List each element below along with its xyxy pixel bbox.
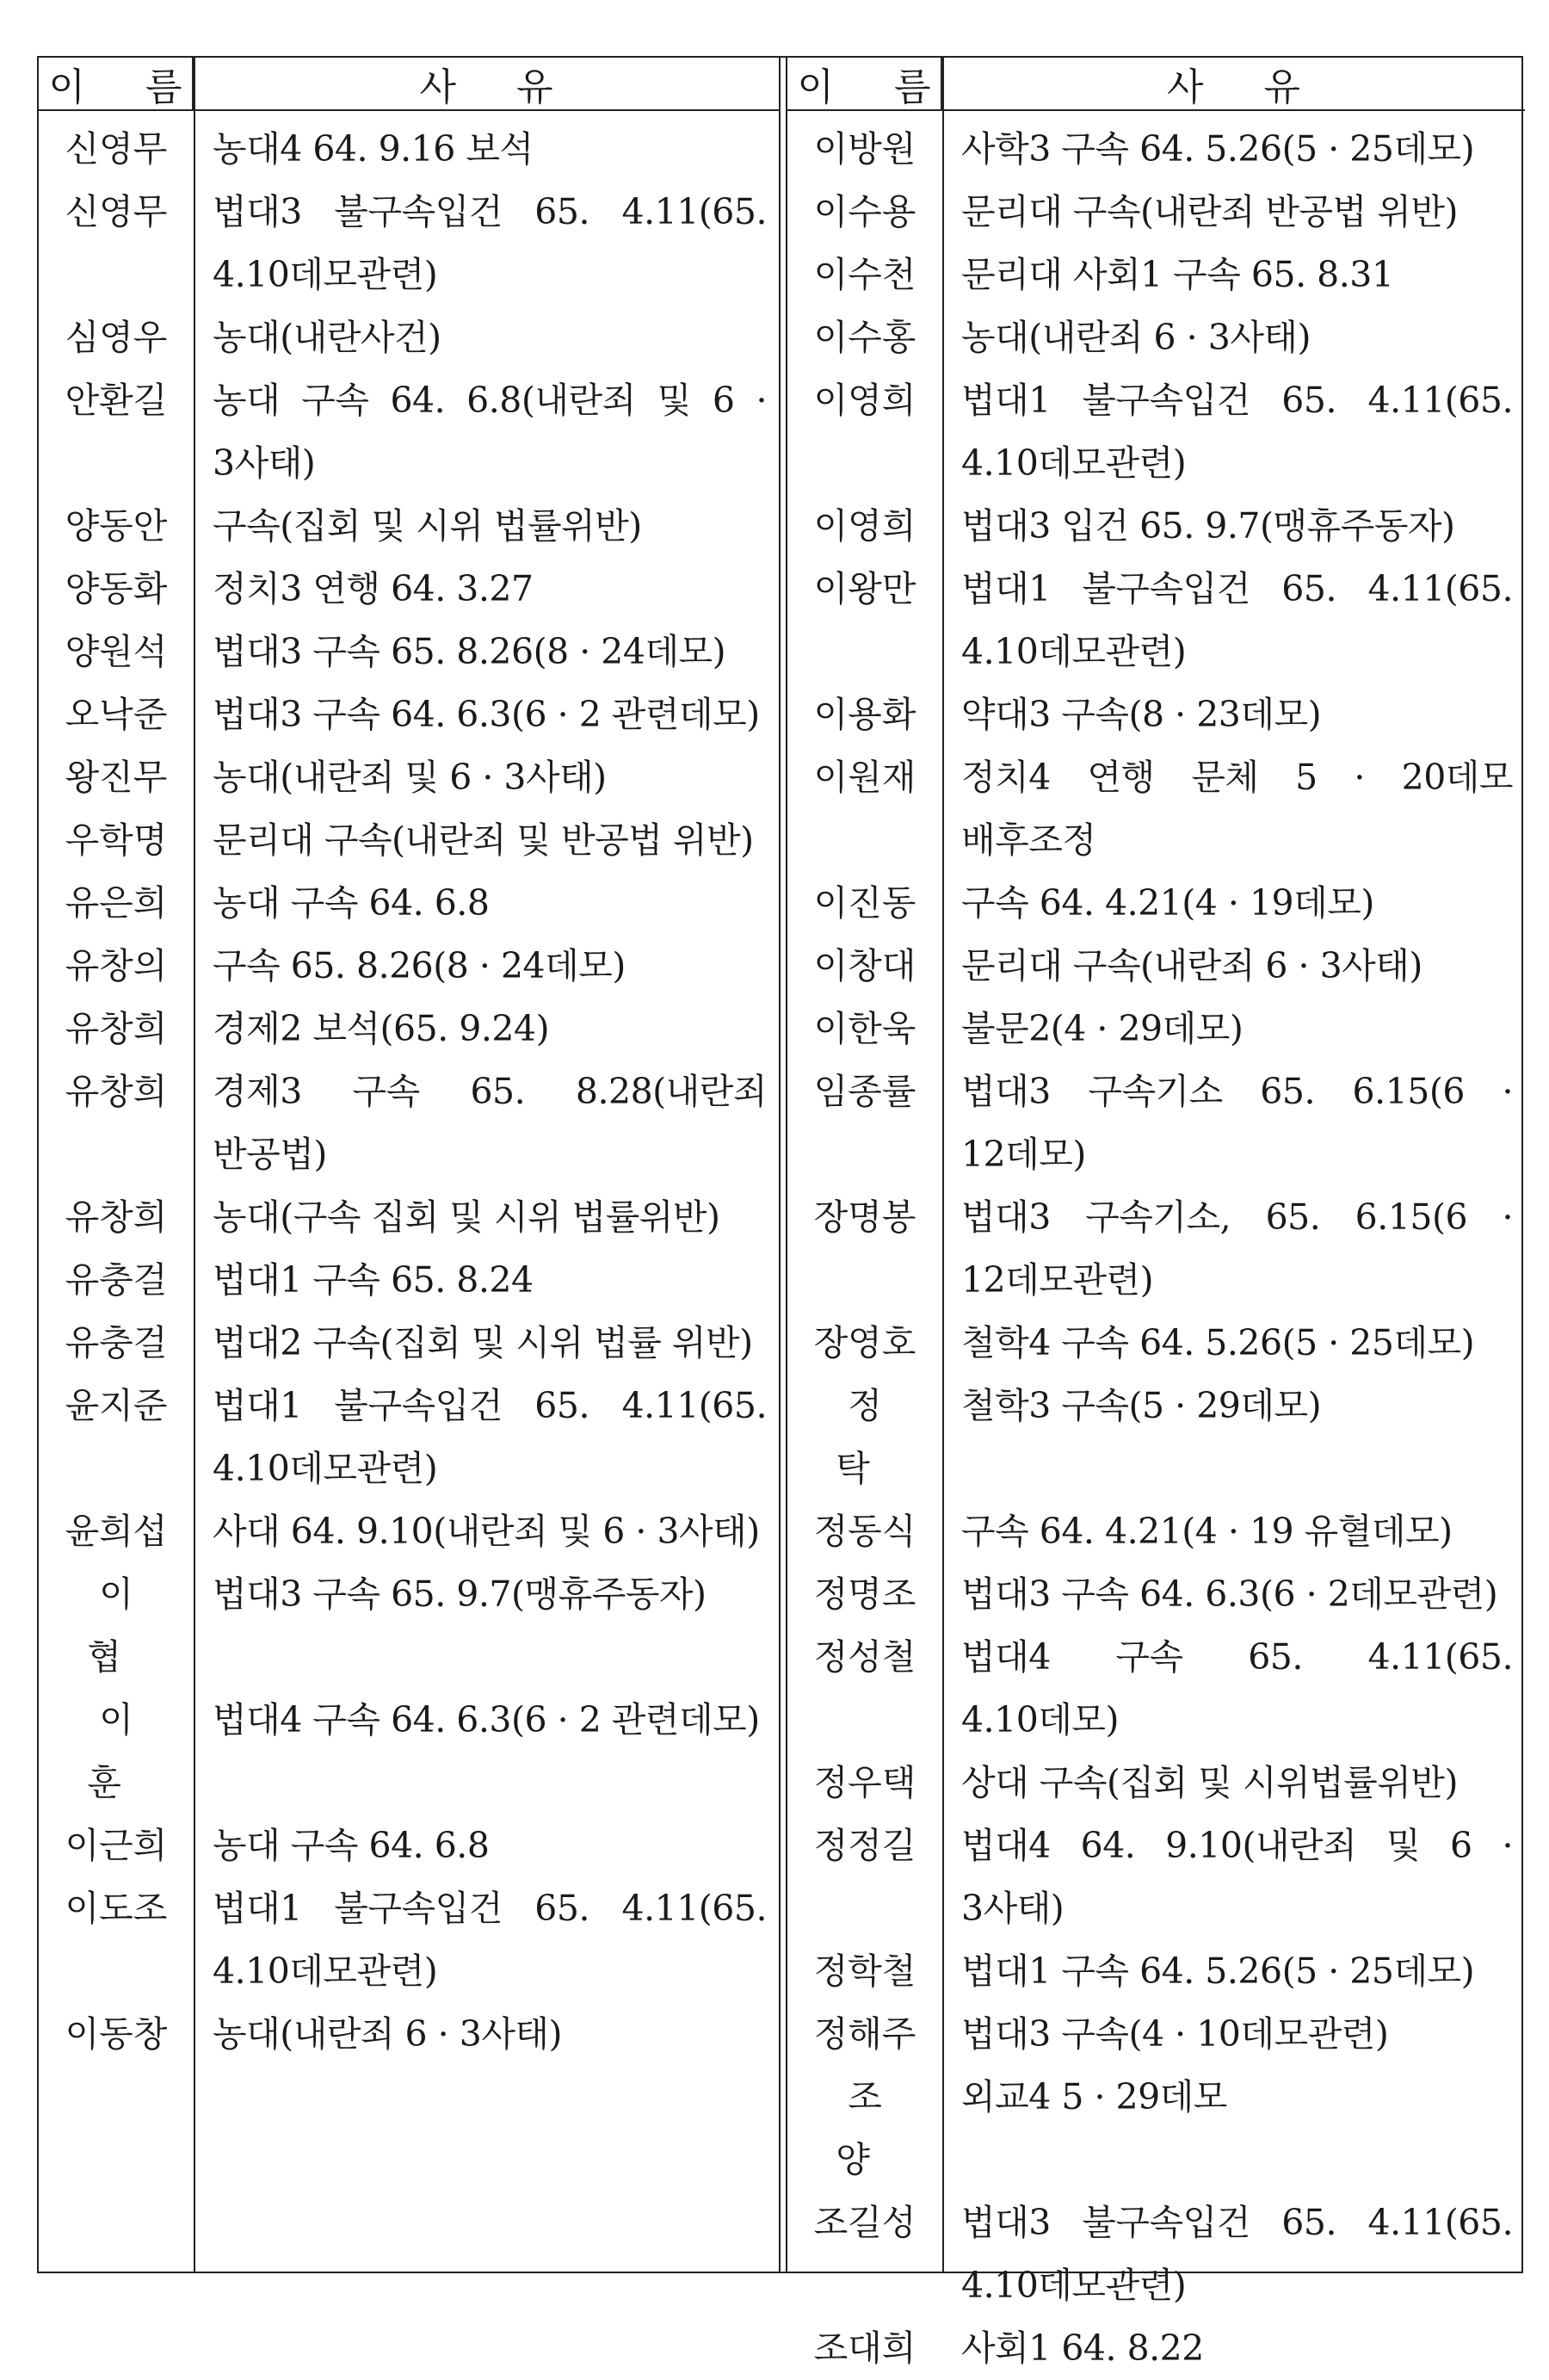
person-name: 유충걸 [65, 1322, 168, 1363]
person-name: 양동안 [65, 505, 168, 547]
person-name: 정정길 [813, 1825, 916, 1866]
header-name: 이 름 [39, 58, 194, 111]
person-name: 조대희 [813, 2327, 916, 2369]
person-name: 신영무 [65, 191, 168, 232]
person-name: 이창대 [813, 945, 916, 986]
table-row [787, 1060, 1525, 1186]
person-name: 이 협 [87, 1573, 157, 1678]
reason-text: 법대1 불구속입건 65. 4.11(65. 4.10데모관련) [213, 1385, 767, 1489]
table-row [787, 1186, 1525, 1312]
person-name: 이 훈 [87, 1699, 157, 1803]
reason-text: 법대4 64. 9.10(내란죄 및 6 · 3사태) [961, 1825, 1513, 1929]
person-name: 이도조 [65, 1888, 168, 1929]
reason-text: 법대3 구속 65. 9.7(맹휴주동자) [213, 1573, 707, 1615]
reason-text: 약대3 구속(8 · 23데모) [961, 694, 1322, 735]
table-row [39, 1689, 779, 1814]
reason-text: 철학4 구속 64. 5.26(5 · 25데모) [961, 1322, 1475, 1363]
person-name: 양동화 [65, 568, 168, 609]
person-name: 이근희 [65, 1825, 168, 1866]
reason-text: 법대3 구속 64. 6.3(6 · 2 관련데모) [213, 694, 760, 735]
table-row [787, 306, 1525, 369]
person-name: 신영무 [65, 128, 168, 170]
table-row [39, 683, 779, 746]
person-name: 정명조 [813, 1573, 916, 1615]
person-name: 이원재 [813, 757, 916, 798]
reason-text: 경제2 보석(65. 9.24) [213, 1008, 550, 1049]
reason-text: 문리대 구속(내란죄 및 반공법 위반) [213, 819, 754, 861]
person-name: 유은희 [65, 882, 168, 924]
table-row [787, 2003, 1525, 2066]
header-reason: 사 유 [194, 58, 779, 111]
table-row [39, 1249, 779, 1312]
person-name: 유창의 [65, 945, 168, 986]
table-row [787, 935, 1525, 998]
table-row [39, 1814, 779, 1877]
table-row [39, 306, 779, 369]
reason-text: 사학3 구속 64. 5.26(5 · 25데모) [961, 128, 1475, 170]
person-name: 이한욱 [813, 1008, 916, 1049]
table-row [39, 621, 779, 683]
person-name: 임종률 [813, 1071, 916, 1112]
center-double-divider [779, 58, 787, 2272]
table-row [39, 118, 779, 181]
person-name: 정성철 [813, 1636, 916, 1678]
person-name: 안환길 [65, 380, 168, 421]
table-row [39, 369, 779, 495]
reason-text: 법대3 구속 64. 6.3(6 · 2데모관련) [961, 1573, 1498, 1615]
reason-text: 구속 65. 8.26(8 · 24데모) [213, 945, 626, 986]
table-row [39, 1186, 779, 1249]
header-reason: 사 유 [942, 58, 1525, 111]
table-row [787, 683, 1525, 746]
reason-text: 구속(집회 및 시위 법률위반) [213, 505, 642, 547]
reason-text: 농대(내란죄 및 6 · 3사태) [213, 757, 607, 798]
table-row [787, 1500, 1525, 1563]
person-name: 윤지준 [65, 1385, 168, 1426]
person-name: 조길성 [813, 2202, 916, 2243]
reason-text: 불문2(4 · 29데모) [961, 1008, 1244, 1049]
table-row [39, 1563, 779, 1689]
reason-text: 문리대 구속(내란죄 반공법 위반) [961, 191, 1458, 232]
table-row [39, 1312, 779, 1375]
table-row [39, 181, 779, 306]
reason-text: 사대 64. 9.10(내란죄 및 6 · 3사태) [213, 1511, 760, 1552]
person-name: 양원석 [65, 631, 168, 672]
table-row [787, 872, 1525, 935]
person-name: 이용화 [813, 694, 916, 735]
reason-text: 문리대 구속(내란죄 6 · 3사태) [961, 945, 1422, 986]
table-row [39, 1877, 779, 2003]
table-row [787, 2317, 1525, 2380]
table-row [787, 746, 1525, 872]
table-row [39, 558, 779, 621]
reason-text: 법대3 불구속입건 65. 4.11(65. 4.10데모관련) [213, 191, 767, 295]
table-row [39, 1375, 779, 1500]
person-name: 심영우 [65, 317, 168, 358]
reason-text: 농대(내란죄 6 · 3사태) [213, 2013, 563, 2055]
reason-text: 농대(구속 집회 및 시위 법률위반) [213, 1196, 720, 1238]
header-name: 이 름 [787, 58, 942, 111]
reason-text: 법대1 불구속입건 65. 4.11(65. 4.10데모관련) [961, 380, 1513, 484]
person-name: 이수천 [813, 254, 916, 295]
reason-text: 농대4 64. 9.16 보석 [213, 128, 534, 170]
person-name: 장명봉 [813, 1196, 916, 1238]
reason-text: 법대1 구속 64. 5.26(5 · 25데모) [961, 1950, 1475, 1992]
person-name: 우학명 [65, 819, 168, 861]
reason-text: 농대(내란죄 6 · 3사태) [961, 317, 1311, 358]
reason-text: 외교4 5 · 29데모 [961, 2076, 1227, 2117]
table-row [787, 2191, 1525, 2317]
reason-text: 농대 구속 64. 6.8(내란죄 및 6 · 3사태) [213, 380, 767, 484]
table-row [787, 1312, 1525, 1375]
reason-text: 농대(내란사건) [213, 317, 441, 358]
table-row [787, 1814, 1525, 1940]
reason-text: 상대 구속(집회 및 시위법률위반) [961, 1762, 1458, 1803]
reason-text: 철학3 구속(5 · 29데모) [961, 1385, 1322, 1426]
reason-text: 문리대 사회1 구속 65. 8.31 [961, 254, 1394, 295]
person-name: 정학철 [813, 1950, 916, 1992]
person-name: 이수용 [813, 191, 916, 232]
reason-text: 법대1 불구속입건 65. 4.11(65. 4.10데모관련) [213, 1888, 767, 1992]
table-row [787, 558, 1525, 683]
person-name: 유충걸 [65, 1259, 168, 1301]
reason-text: 경제3 구속 65. 8.28(내란죄 반공법) [213, 1071, 767, 1175]
reason-text: 법대3 구속 65. 8.26(8 · 24데모) [213, 631, 726, 672]
reason-text: 법대2 구속(집회 및 시위 법률 위반) [213, 1322, 753, 1363]
reason-text: 사회1 64. 8.22 [961, 2327, 1204, 2369]
reason-text: 법대3 구속기소, 65. 6.15(6 · 12데모관련) [961, 1196, 1513, 1301]
reason-text: 농대 구속 64. 6.8 [213, 1825, 490, 1866]
table-row [39, 746, 779, 809]
roster-table [37, 56, 1523, 2369]
reason-text: 법대4 구속 65. 4.11(65. 4.10데모) [961, 1636, 1513, 1740]
table-row [39, 935, 779, 998]
person-name: 이왕만 [813, 568, 916, 609]
table-row [787, 244, 1525, 306]
reason-text: 정치4 연행 문체 5 · 20데모 배후조정 [961, 757, 1513, 861]
table-row [787, 495, 1525, 558]
table-row [39, 2003, 779, 2066]
table-row [787, 2066, 1525, 2191]
person-name: 조 양 [836, 2076, 906, 2180]
person-name: 이진동 [813, 882, 916, 924]
person-name: 정 탁 [836, 1385, 906, 1489]
reason-text: 법대3 구속기소 65. 6.15(6 · 12데모) [961, 1071, 1513, 1175]
right-column [787, 58, 1525, 2369]
table-row [39, 998, 779, 1060]
person-name: 이수홍 [813, 317, 916, 358]
reason-text: 법대1 불구속입건 65. 4.11(65. 4.10데모관련) [961, 568, 1513, 672]
person-name: 유창희 [65, 1196, 168, 1238]
left-column [39, 58, 779, 2272]
table-row [787, 118, 1525, 181]
person-name: 유창희 [65, 1008, 168, 1049]
person-name: 이방원 [813, 128, 916, 170]
table-row [787, 1626, 1525, 1752]
person-name: 왕진무 [65, 757, 168, 798]
person-name: 이동창 [65, 2013, 168, 2055]
left-rows [39, 118, 779, 2066]
person-name: 정우택 [813, 1762, 916, 1803]
person-name: 유창희 [65, 1071, 168, 1112]
reason-text: 법대3 구속(4 · 10데모관련) [961, 2013, 1389, 2055]
table-row [39, 809, 779, 872]
reason-text: 구속 64. 4.21(4 · 19데모) [961, 882, 1374, 924]
reason-text: 농대 구속 64. 6.8 [213, 882, 490, 924]
table-row [39, 872, 779, 935]
table-row [787, 1563, 1525, 1626]
person-name: 정동식 [813, 1511, 916, 1552]
person-name: 이영희 [813, 380, 916, 421]
table-row [39, 1060, 779, 1186]
reason-text: 법대1 구속 65. 8.24 [213, 1259, 534, 1301]
table-row [39, 495, 779, 558]
person-name: 장영호 [813, 1322, 916, 1363]
person-name: 윤희섭 [65, 1511, 168, 1552]
reason-text: 구속 64. 4.21(4 · 19 유혈데모) [961, 1511, 1453, 1552]
right-rows [787, 118, 1525, 2380]
table-row [787, 1752, 1525, 1814]
reason-text: 법대4 구속 64. 6.3(6 · 2 관련데모) [213, 1699, 760, 1740]
person-name: 오낙준 [65, 694, 168, 735]
person-name: 정해주 [813, 2013, 916, 2055]
table-row [787, 369, 1525, 495]
table-row [787, 181, 1525, 244]
person-name: 이영희 [813, 505, 916, 547]
reason-text: 정치3 연행 64. 3.27 [213, 568, 534, 609]
reason-text: 법대3 입건 65. 9.7(맹휴주동자) [961, 505, 1455, 547]
table-row [39, 1500, 779, 1563]
table-row [787, 1940, 1525, 2003]
reason-text: 법대3 불구속입건 65. 4.11(65. 4.10데모관련) [961, 2202, 1513, 2306]
table-row [787, 998, 1525, 1060]
table-row [787, 1375, 1525, 1500]
